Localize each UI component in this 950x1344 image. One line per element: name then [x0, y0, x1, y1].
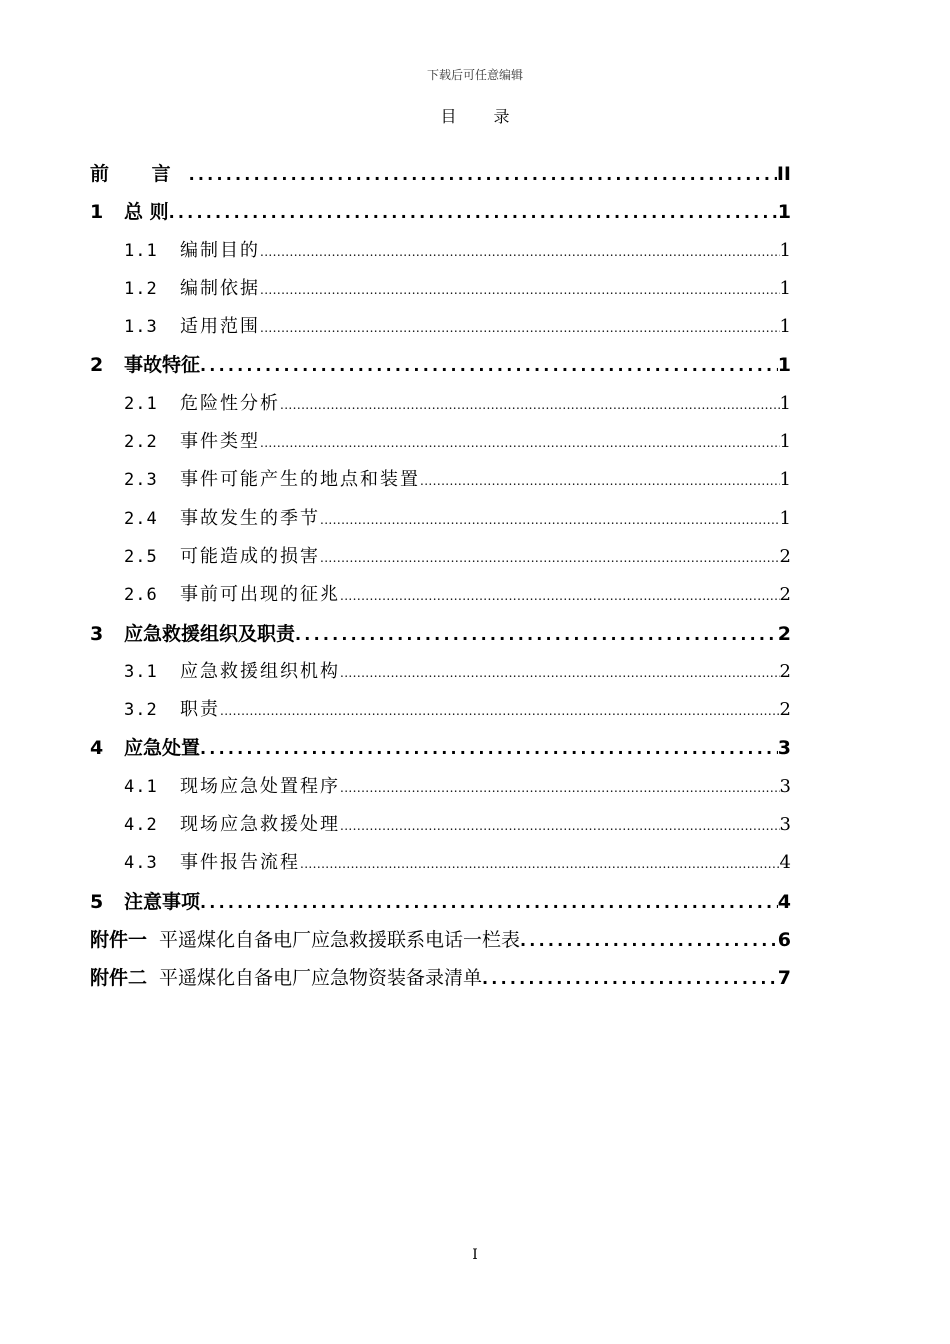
toc-entry-title: 事故发生的季节 — [180, 507, 320, 529]
toc-entry-number: 2.2 — [124, 432, 158, 453]
toc-entry-title: 编制目的 — [180, 239, 260, 261]
toc-entry-page: 6 — [777, 928, 791, 951]
page-number: I — [472, 1247, 478, 1263]
toc-entry[interactable] — [90, 691, 791, 729]
toc-entry-page: 4 — [777, 890, 791, 913]
dot-leader — [260, 309, 780, 346]
toc-entry-number: 2.3 — [124, 470, 158, 491]
toc-entry-title: 应急救援组织及职责 — [124, 622, 296, 645]
dot-leader — [189, 156, 777, 193]
toc-entry-number: 4.3 — [124, 853, 158, 874]
toc-entry-title: 平遥煤化自备电厂应急物资装备录清单 — [159, 967, 483, 990]
toc-entry-title: 应急处置 — [124, 737, 201, 760]
toc-entry[interactable] — [90, 538, 791, 576]
dot-leader — [300, 845, 780, 882]
toc-entry-title: 注意事项 — [124, 890, 201, 913]
toc-entry[interactable] — [90, 423, 791, 461]
toc-entry-title: 职责 — [180, 699, 220, 721]
toc-entry[interactable] — [90, 346, 791, 384]
toc-entry-number: 2 — [90, 354, 104, 377]
toc-title: 目 录 — [440, 107, 526, 126]
toc-entry-number: 4.2 — [124, 815, 158, 836]
toc-entry[interactable] — [90, 959, 791, 997]
toc-entry-page: II — [776, 163, 791, 185]
toc-entry-number: 2.4 — [124, 508, 158, 529]
dot-leader — [280, 386, 780, 423]
toc-entry-page: 3 — [779, 775, 791, 797]
toc-entry-title: 适用范围 — [180, 316, 260, 338]
toc-entry-title: 应急救援组织机构 — [180, 660, 340, 682]
dot-leader — [200, 884, 778, 921]
toc-entry-title: 现场应急处置程序 — [180, 775, 340, 797]
toc-entry[interactable] — [90, 729, 791, 767]
toc-entry-page: 2 — [779, 584, 791, 606]
toc-entry[interactable] — [90, 921, 791, 959]
toc-entry-title: 事件报告流程 — [180, 852, 300, 874]
dot-leader — [260, 233, 780, 270]
toc-entry-title: 前 言 — [90, 163, 189, 185]
toc-entry-title: 事件类型 — [180, 431, 260, 453]
dot-leader — [340, 577, 780, 614]
toc-entry[interactable] — [90, 768, 791, 806]
dot-leader — [169, 194, 778, 231]
toc-entry-page: 2 — [779, 545, 791, 567]
dot-leader — [220, 692, 780, 729]
dot-leader — [200, 730, 778, 767]
toc-entry-page: 3 — [777, 737, 791, 760]
toc-entry-page: 4 — [779, 852, 791, 874]
toc-entry-page: 1 — [779, 277, 791, 299]
toc-entry[interactable] — [90, 883, 791, 921]
toc-entry[interactable] — [90, 500, 791, 538]
toc-entry-page: 1 — [779, 469, 791, 491]
toc-entry-page: 2 — [779, 660, 791, 682]
dot-leader — [340, 807, 780, 844]
toc-entry-page: 1 — [779, 507, 791, 529]
toc-entry-page: 1 — [779, 392, 791, 414]
dot-leader — [340, 654, 780, 691]
dot-leader — [482, 960, 778, 997]
toc-entry-number: 2.5 — [124, 546, 158, 567]
toc-entry-title: 危险性分析 — [180, 392, 280, 414]
toc-entry-page: 3 — [779, 814, 791, 836]
toc-entry-title: 平遥煤化自备电厂应急救援联系电话一栏表 — [159, 928, 521, 951]
toc-entry-title: 编制依据 — [180, 277, 260, 299]
toc-entry[interactable] — [90, 806, 791, 844]
toc-entry-number: 5 — [90, 890, 104, 913]
toc-entry-number: 4 — [90, 737, 104, 760]
dot-leader — [520, 922, 778, 959]
toc-entry-page: 1 — [779, 316, 791, 338]
toc-entry-number: 1 — [90, 201, 104, 224]
toc-entry-title: 可能造成的损害 — [180, 545, 320, 567]
toc-entry[interactable] — [90, 385, 791, 423]
toc-entry-number: 1.1 — [124, 240, 158, 261]
toc-entry-page: 2 — [777, 622, 791, 645]
dot-leader — [420, 462, 780, 499]
toc-entry-page: 7 — [777, 967, 791, 990]
toc-entry[interactable] — [90, 155, 791, 193]
toc-entry-page: 2 — [779, 699, 791, 721]
table-of-contents — [90, 155, 791, 998]
toc-entry-title: 事故特征 — [124, 354, 201, 377]
toc-entry[interactable] — [90, 193, 791, 231]
dot-leader — [340, 769, 780, 806]
toc-entry-page: 1 — [779, 239, 791, 261]
toc-entry-title: 现场应急救援处理 — [180, 814, 340, 836]
dot-leader — [320, 539, 780, 576]
toc-entry-number: 附件一 — [90, 928, 148, 951]
toc-entry-title: 总 则 — [124, 201, 169, 224]
toc-entry-page: 1 — [777, 201, 791, 224]
toc-entry[interactable] — [90, 576, 791, 614]
toc-entry[interactable] — [90, 232, 791, 270]
toc-entry-title: 事件可能产生的地点和装置 — [180, 469, 420, 491]
toc-entry[interactable] — [90, 653, 791, 691]
dot-leader — [295, 616, 778, 653]
dot-leader — [260, 271, 780, 308]
toc-entry[interactable] — [90, 615, 791, 653]
toc-entry-number: 3.2 — [124, 700, 158, 721]
toc-entry-number: 2.6 — [124, 585, 158, 606]
toc-entry[interactable] — [90, 844, 791, 882]
toc-entry[interactable] — [90, 308, 791, 346]
dot-leader — [200, 347, 778, 384]
header-note: 下载后可任意编辑 — [426, 68, 523, 82]
toc-entry-number: 附件二 — [90, 967, 148, 990]
toc-entry-title: 事前可出现的征兆 — [180, 584, 340, 606]
dot-leader — [260, 424, 780, 461]
toc-entry-number: 3.1 — [124, 661, 158, 682]
toc-entry-number: 4.1 — [124, 776, 158, 797]
toc-entry[interactable] — [90, 270, 791, 308]
dot-leader — [320, 501, 780, 538]
toc-entry-number: 3 — [90, 622, 104, 645]
toc-entry[interactable] — [90, 461, 791, 499]
toc-entry-page: 1 — [779, 431, 791, 453]
toc-entry-page: 1 — [777, 354, 791, 377]
toc-entry-number: 1.2 — [124, 278, 158, 299]
toc-entry-number: 1.3 — [124, 317, 158, 338]
toc-entry-number: 2.1 — [124, 393, 158, 414]
